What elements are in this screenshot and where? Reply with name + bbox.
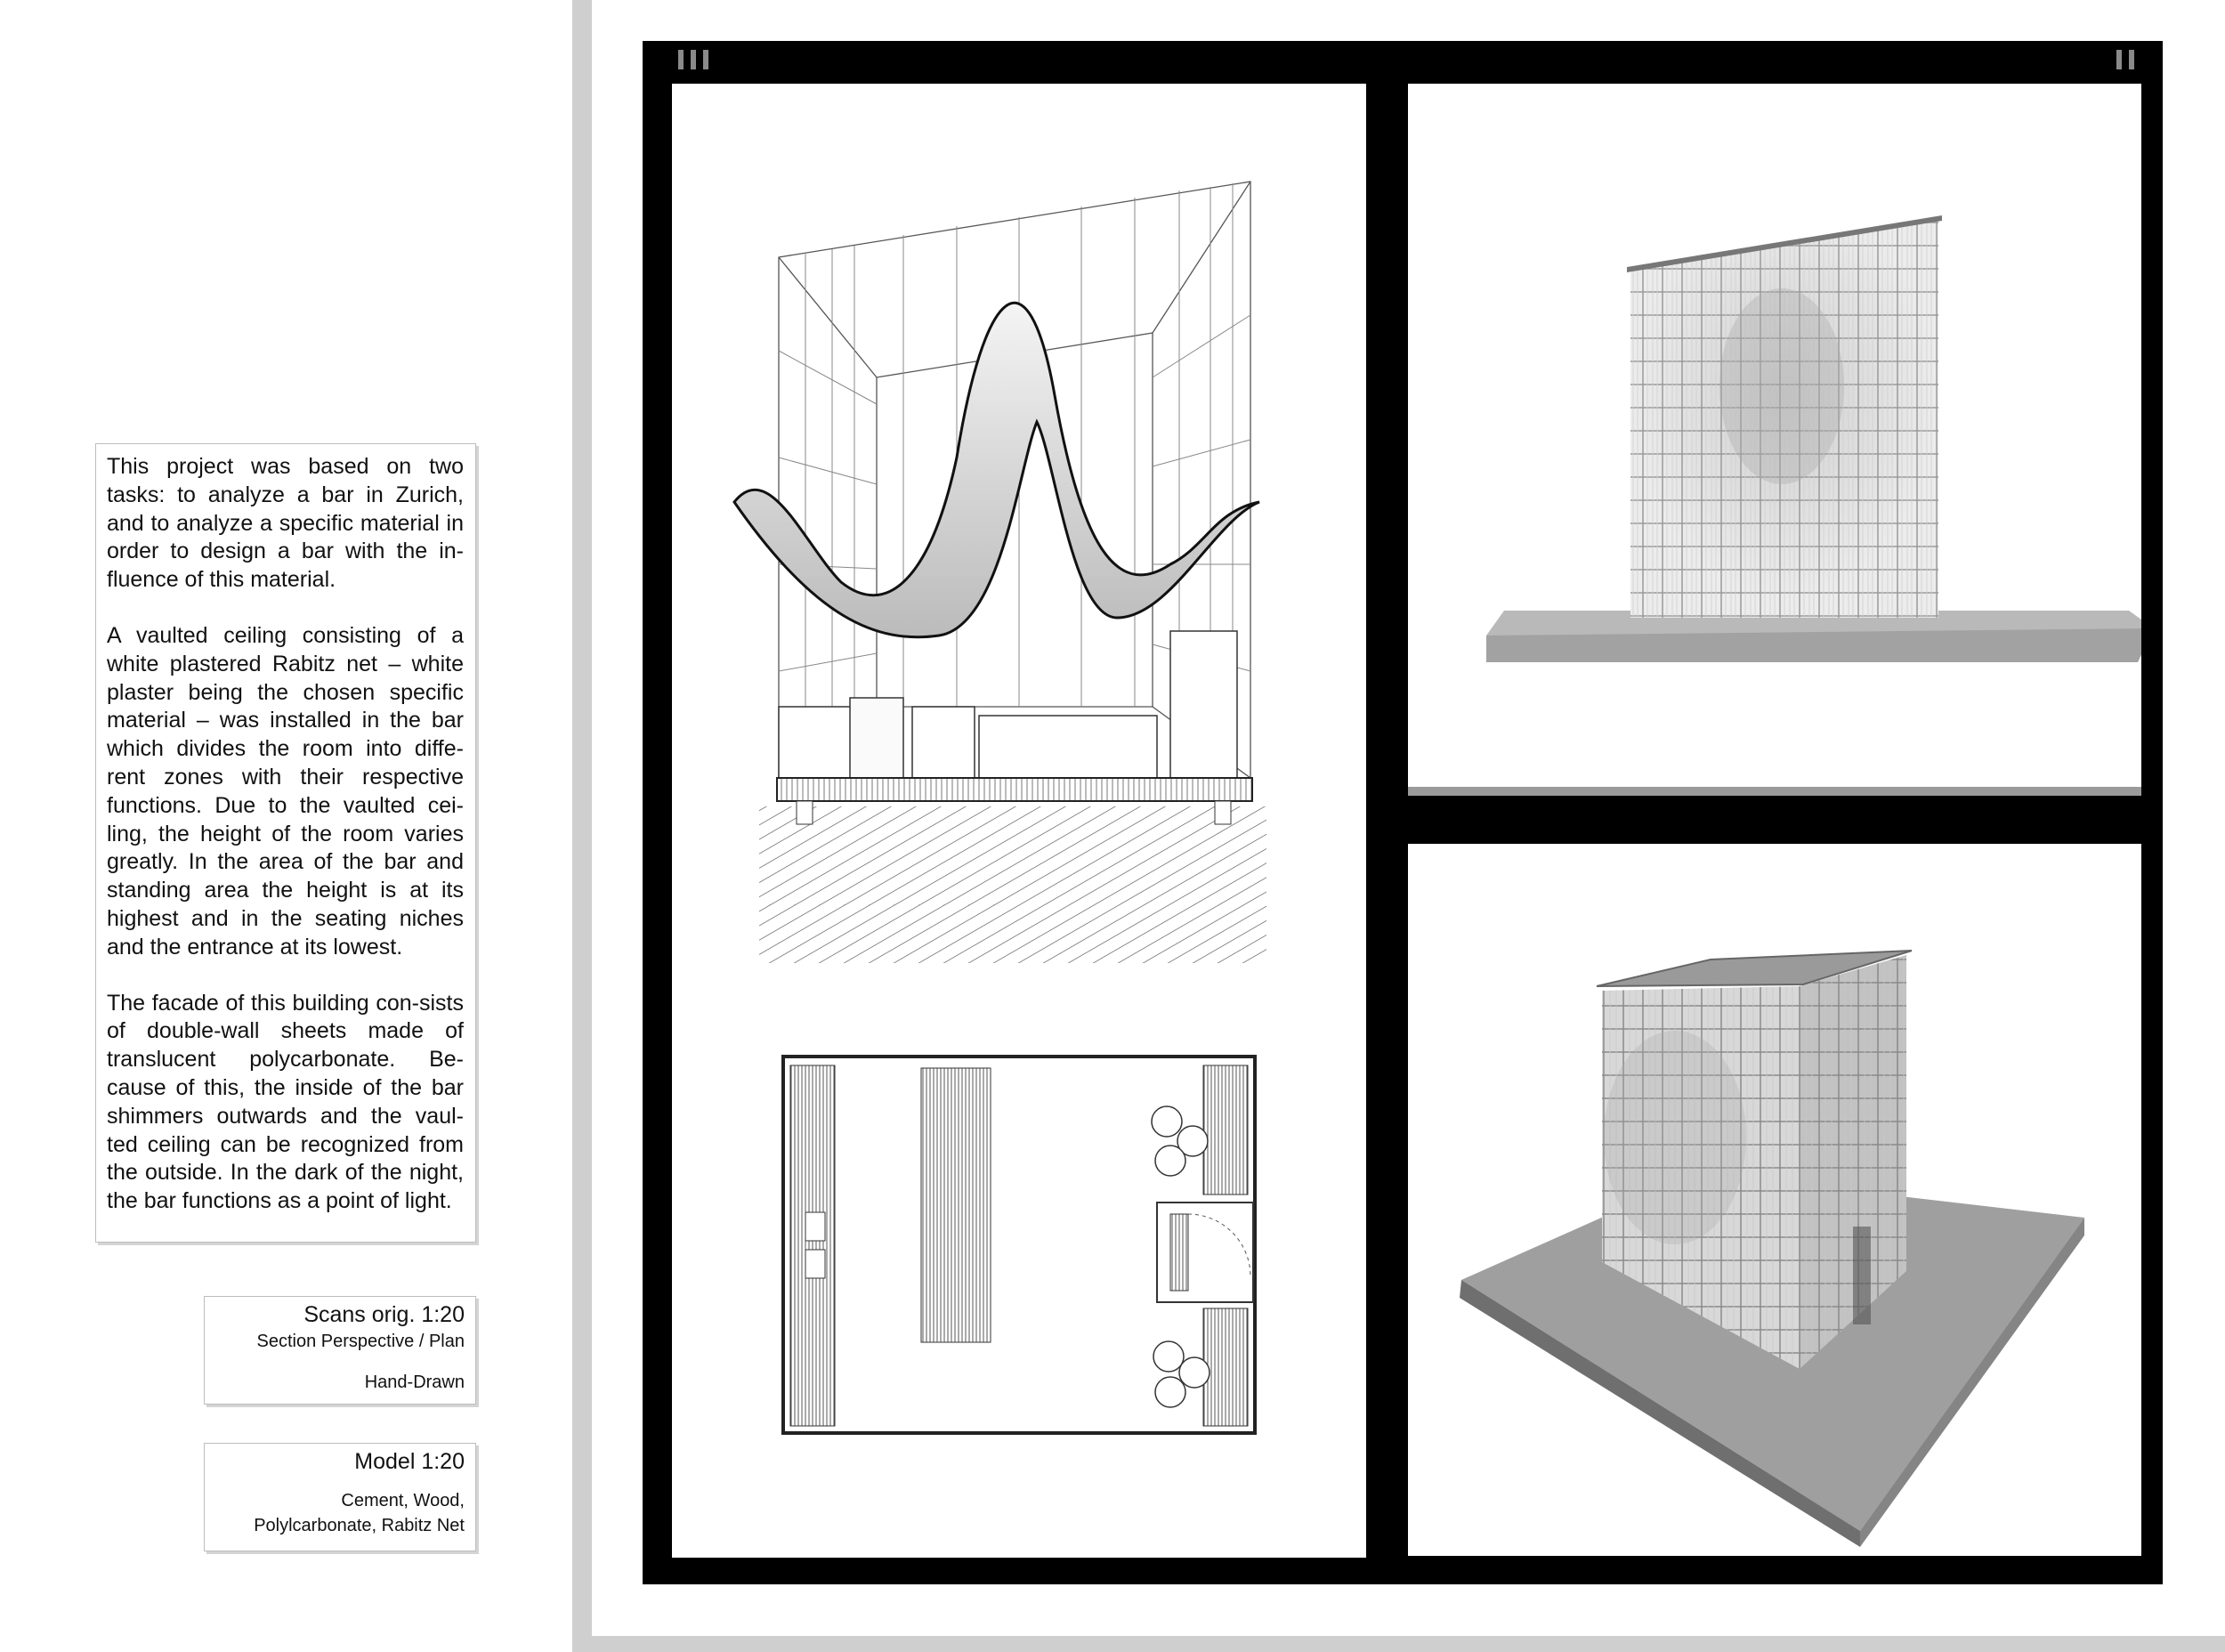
frame-marker-left: [678, 50, 708, 69]
model-front-illustration: [1408, 84, 2141, 787]
project-description: [95, 443, 476, 1243]
scans-caption: [204, 1296, 476, 1405]
model-corner-illustration: [1408, 844, 2141, 1556]
description-paragraph-1: This project was based on two tasks: to analyze a bar in Zurich, and to analyze a specific material in order to design a bar with the in-fluence of this material.: [107, 454, 464, 593]
frame-marker-right: [2116, 50, 2134, 69]
drawings-panel: [672, 84, 1366, 1558]
scans-caption-title: Scans orig. 1:20: [303, 1302, 465, 1327]
model-front-photo: [1408, 84, 2141, 796]
model-caption-materials-1: Cement, Wood,: [341, 1491, 465, 1510]
section-perspective-drawing: [672, 84, 1366, 1558]
floor-plan: [783, 1057, 1255, 1433]
model-caption: [204, 1443, 476, 1551]
model-caption-materials-2: Polylcarbonate, Rabitz Net: [254, 1516, 465, 1535]
model-corner-photo: [1408, 844, 2141, 1556]
scans-caption-subtitle: Section Perspective / Plan: [256, 1332, 465, 1351]
scans-caption-technique: Hand-Drawn: [364, 1373, 465, 1392]
page-divider: [572, 0, 592, 1652]
description-paragraph-2: A vaulted ceiling consisting of a white plastered Rabitz net – white plaster being the chosen specific material – was installed in the bar which divides the room into diffe-rent zones with their respective functions. Due to the vaulted cei-ling, the height of the room varies greatly. In the area of the bar and standing area the height is at its highest and in the seating niches and the entrance at its lowest.: [107, 622, 464, 960]
page-bottom-border: [592, 1636, 2225, 1652]
description-paragraph-3: The facade of this building con-sists of double-wall sheets made of translucent polycarbonate. Be-cause of this, the inside of the bar shimmers outwards and the vaul-ted ceiling can be recognized from the outside. In the dark of the night, the bar functions as a point of light.: [107, 990, 464, 1214]
model-caption-title: Model 1:20: [354, 1449, 465, 1474]
